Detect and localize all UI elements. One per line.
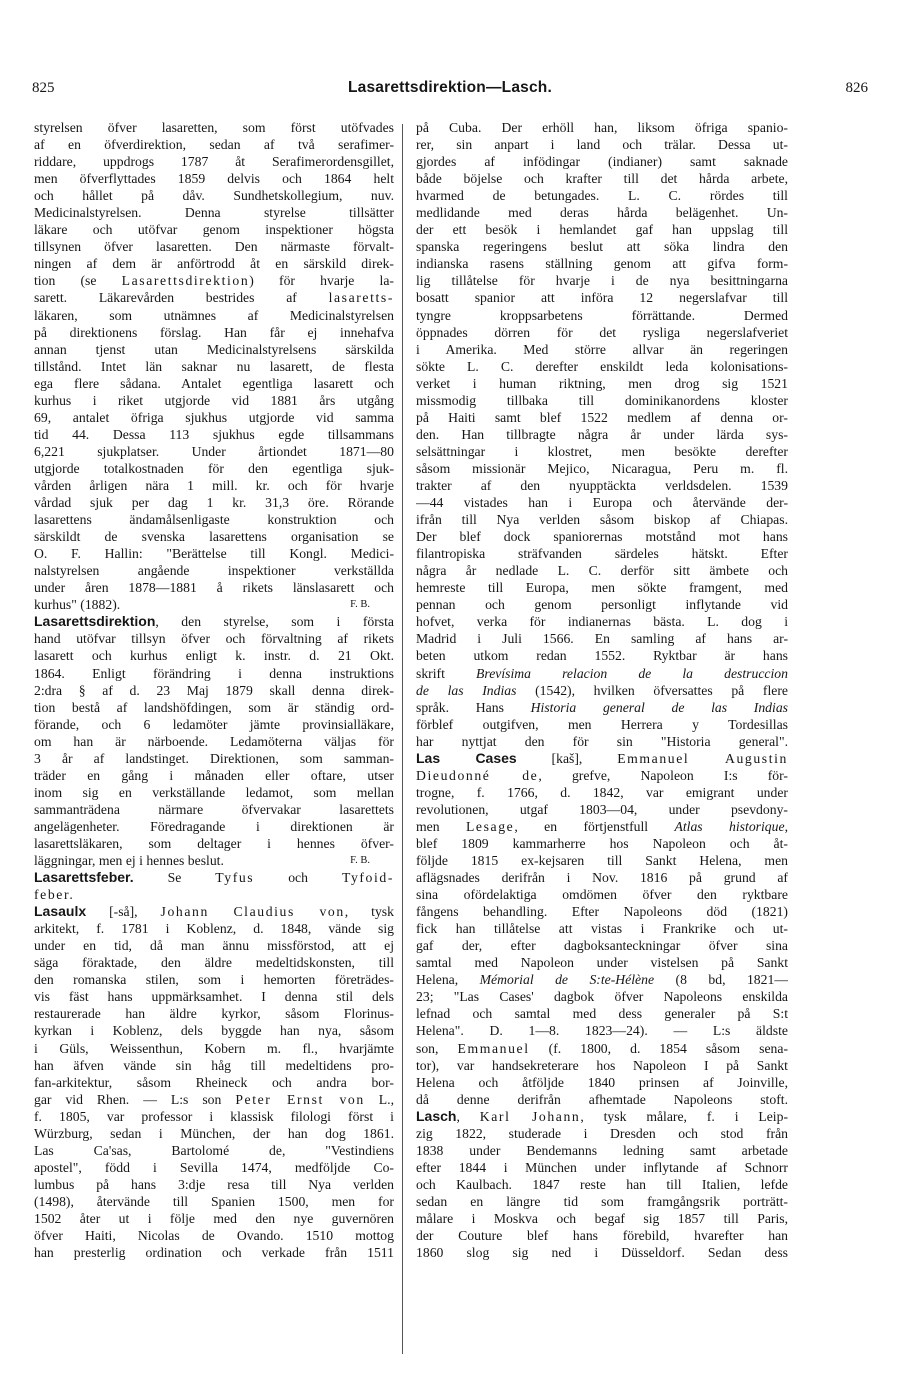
right-column-line: då denne derifrån afhemtade Napoleons stoft.	[416, 1091, 788, 1107]
right-column-line: selsättningar i klostret, men besökte derefter	[416, 443, 788, 459]
right-column-line: har nyttjat den för sin "Historia general".	[416, 733, 788, 749]
right-column-line: på Haiti samt blef 1522 medlem af denna or-	[416, 409, 788, 425]
left-column-line: säga föraktade, den äldre medeltidskonsten, till	[34, 955, 394, 971]
right-column-line: tor), var handsekreterare hos Napoleon I på Sankt	[416, 1057, 788, 1073]
right-column-line: der Couture blef hans förebild, hvarefter han	[416, 1228, 788, 1244]
right-column-line: sökte L. C. derefter enskildt leda kolonisations-	[416, 358, 788, 374]
right-column-line: några år nedlade L. C. derför sitt ämbete och	[416, 563, 788, 579]
right-column-line: Dieudonné de, grefve, Napoleon I:s för-	[416, 767, 788, 783]
right-column-line: Helena och åtföljde 1840 prinsen af Joinville,	[416, 1074, 788, 1090]
left-column-line: vårdad sjuk per dag 1 kr. 31,3 öre. Rörande	[34, 495, 394, 511]
author-signature: F. B.	[350, 855, 370, 867]
left-column-line: styrelsen öfver lasaretten, som först utöfvades	[34, 120, 394, 135]
left-column-line: lumbus på hans 3:dje resa till Nya verlden	[34, 1176, 394, 1192]
right-column-line: der ett besök i hemlandet gaf han uppslag till	[416, 222, 788, 238]
left-text-column	[34, 119, 394, 1261]
right-column-line: de las Indias (1542), hvilken öfversattes på flere	[416, 682, 788, 698]
left-column-line: lasarettsläkaren, som deltager i hennes öfver-	[34, 835, 394, 851]
left-column-line: nalstyrelsen angående inspektioner verkställda	[34, 563, 394, 579]
column-divider	[402, 124, 403, 1354]
right-column-line: Lasch, Karl Johann, tysk målare, f. i Leip-	[416, 1107, 788, 1124]
right-column-line: på Cuba. Der erhöll han, liksom öfriga spanio-	[416, 120, 788, 135]
left-column-line: tion (se Lasarettsdirektion) för hvarje la-	[34, 273, 394, 289]
right-column-line: förblef outgifven, men Herrera y Tordesillas	[416, 716, 788, 732]
right-column-line: sedan en längre tid som framgångsrik porträtt-	[416, 1193, 788, 1209]
left-column-line: Lasarettsfeber. Se Tyfus och Tyfoid-	[34, 869, 394, 886]
right-column-line: —44 vistades han i Europa och återvände der-	[416, 495, 788, 511]
right-column-line: tyngre kroppsarbetens förrättande. Dermed	[416, 307, 788, 323]
right-column-line: Madrid i Juli 1566. En samling af hans ar-	[416, 631, 788, 647]
right-column-line: rer, sin anpart i land och trälar. Dessa ut-	[416, 137, 788, 153]
left-column-line: under åren 1878—1881 å rikets länslasarett och	[34, 580, 394, 596]
right-column-line: pennan och genom personligt inflytande vid	[416, 597, 788, 613]
left-column-line: Las Ca'sas, Bartolomé de, "Vestindiens	[34, 1142, 394, 1158]
left-column-line: 6,221 sjukplatser. Under årtiondet 1871—80	[34, 443, 394, 459]
right-column-line: gjordes af infödingar (indianer) samt saknade	[416, 154, 788, 170]
left-column-line: om han är närboende. Ledamöterna väljas för	[34, 733, 394, 749]
right-column-line: indianska rasens ställning genom att gifva form-	[416, 256, 788, 272]
left-column-line: förande, och 6 ledamöter jämte provinsialläkare,	[34, 716, 394, 732]
left-column-line: riddare, uppdrogs 1787 åt Serafimerordensgillet,	[34, 154, 394, 170]
right-column-line: trakter af den nyupptäckta verldsdelen. 1539	[416, 477, 788, 493]
left-column-line: 3 år af landstinget. Direktionen, som samman-	[34, 750, 394, 766]
right-column-line: lig tillåtelse för hvarje i de nya besittningarna	[416, 273, 788, 289]
author-signature: F. B.	[350, 599, 370, 611]
right-column-line: bosatt spanior att införa 12 negerslafvar till	[416, 290, 788, 306]
right-column-line: trogne, f. 1766, d. 1842, var emigrant under	[416, 784, 788, 800]
right-column-line: fångens behandling. Efter Napoleons död (1821)	[416, 904, 788, 920]
left-column-line: kurhus" (1882). F. B.	[34, 596, 394, 613]
left-column-line: läkaren, som utnämnes af Medicinalstyrelsen	[34, 307, 394, 323]
right-column-line: gaf der, efter dagboksanteckningar öfver sina	[416, 938, 788, 954]
left-column-line: sarett. Läkarevården bestrides af lasaretts-	[34, 290, 394, 306]
right-column-line: lefnad och samtal med dess generaler på S:t	[416, 1006, 788, 1022]
left-column-line: tion bestå af landshöfdingen, som är ständig ord-	[34, 699, 394, 715]
left-column-line: sammanträdena närmare öfvervakar lasarettets	[34, 801, 394, 817]
right-text-column	[416, 119, 788, 1261]
right-column-line: öppnades dörren för det rysliga negerslafveriet	[416, 324, 788, 340]
left-column-line: tillstånd. Intet län saknar nu lasarett, de flesta	[34, 358, 394, 374]
right-column-line: Der blef dock spaniorernas motstånd mot hans	[416, 529, 788, 545]
right-column-line: hvarmed de betungades. L. C. rördes till	[416, 188, 788, 204]
left-column-line: men öfverflyttades 1859 delvis och 1864 helt	[34, 171, 394, 187]
right-column-line: och Kaulbach. 1847 reste han till Italien, lefde	[416, 1176, 788, 1192]
left-column-line: arkitekt, f. 1781 i Koblenz, d. 1848, vände sig	[34, 921, 394, 937]
page-number-left: 825	[32, 80, 55, 96]
right-column-line: verket i human riktning, men drog sig 1521	[416, 375, 788, 391]
left-column-line: under en tid, då man ännu missförstod, att ej	[34, 938, 394, 954]
page-number-right: 826	[845, 80, 868, 96]
right-column-line: spanska regeringens beslut att söka lindra den	[416, 239, 788, 255]
right-column-line: son, Emmanuel (f. 1800, d. 1854 såsom sena-	[416, 1040, 788, 1056]
right-column-line: aflägsnades derifrån i Nov. 1816 på grund af	[416, 870, 788, 886]
left-column-line: ega flere sådana. Antalet egentliga lasarett och	[34, 375, 394, 391]
left-column-line: af en öfverdirektion, sedan af två serafimer-	[34, 137, 394, 153]
left-column-line: han äfven vände sin håg till medeltidens pro-	[34, 1057, 394, 1073]
running-header	[32, 80, 868, 102]
right-column-line: hemreste till Europa, men sökte framgent, med	[416, 580, 788, 596]
right-column-line: både böjelse och krafter till det hårda arbete,	[416, 171, 788, 187]
left-column-line: utgjorde totalkostnaden för den egentliga sjuk-	[34, 460, 394, 476]
right-column-line: sina ofördelaktiga omdömen öfver den ryktbare	[416, 887, 788, 903]
left-column-line: 1502 åter ut i följe med den nye guvernören	[34, 1211, 394, 1226]
left-column-line: fan-arkitektur, såsom Rheineck och andra bor-	[34, 1074, 394, 1090]
right-column-line: skrift Brevísima relacion de la destruccion	[416, 665, 788, 681]
left-column-line: restaurerade han äldre kyrkor, såsom Florinus-	[34, 1006, 394, 1022]
right-column-line: medlidande med deras hårda belägenhet. Un-	[416, 205, 788, 221]
left-column-line: inom sig en verkställande ledamot, som mellan	[34, 784, 394, 800]
left-column-line: feber.	[34, 887, 75, 903]
right-column-line: 1860 slog sig ned i Düsseldorf. Sedan dess	[416, 1245, 788, 1261]
right-column-line: filantropiska sträfvanden särdeles hätskt. Efter	[416, 546, 788, 562]
left-column-line: hand utöfvar tillsyn öfver och förvaltning af rikets	[34, 631, 394, 647]
right-column-line: men Lesage, en förtjenstfull Atlas historique,	[416, 818, 788, 834]
left-column-line: i Güls, Weissenthun, Kobern m. fl., hvarjämte	[34, 1040, 394, 1056]
right-column-line: Las Cases [kaš], Emmanuel Augustin	[416, 749, 788, 766]
left-column-line: (1498), återvände till Spanien 1500, men for	[34, 1193, 394, 1209]
left-column-line: träder en gång i månaden eller oftare, utser	[34, 767, 394, 783]
right-column-line: 23; "Las Cases' dagbok öfver Napoleons enskilda	[416, 989, 788, 1005]
left-column-line: gar vid Rhen. — L:s son Peter Ernst von L.,	[34, 1091, 394, 1107]
right-column-line: målare i Moskva och begaf sig 1857 till Paris,	[416, 1211, 788, 1226]
left-column-line: Medicinalstyrelsen. Denna styrelse tillsätter	[34, 205, 394, 221]
left-column-line: Lasaulx [-så], Johann Claudius von, tysk	[34, 903, 394, 920]
left-column-line: Lasarettsdirektion, den styrelse, som i första	[34, 613, 394, 630]
right-column-line: Helena". D. 1—8. 1823—24). — L:s äldste	[416, 1023, 788, 1039]
left-column-line: 1864. Enligt förändring i denna instruktions	[34, 665, 394, 681]
left-column-line: och hållet på dåv. Sundhetskollegium, nuv.	[34, 188, 394, 204]
left-column-line: angelägenheter. Föredragande i direktionen är	[34, 818, 394, 834]
running-title: Lasarettsdirektion—Lasch.	[348, 79, 552, 96]
left-column-line: O. F. Hallin: "Berättelse till Kongl. Medici-	[34, 546, 394, 562]
left-column-line: f. 1805, var professor i klassisk filologi först i	[34, 1108, 394, 1124]
left-column-line: kyrkan i Koblenz, dels byggde han nya, såsom	[34, 1023, 394, 1039]
left-column-line: vis fäst hans uppmärksamhet. I denna stil dels	[34, 989, 394, 1005]
left-column-line: på direktionens förslag. Han får ej innehafva	[34, 324, 394, 340]
left-column-line: öfver Haiti, Nicolas de Ovando. 1510 mottog	[34, 1228, 394, 1244]
right-column-line: beten utkom redan 1552. Ryktbar är hans	[416, 648, 788, 664]
right-column-line: fick han tillåtelse att vistas i Frankrike och ut-	[416, 921, 788, 937]
right-column-line: blef 1809 kammarherre hos Napoleon och åt-	[416, 835, 788, 851]
left-column-line: tillsynen öfver lasaretten. Den närmaste förvalt-	[34, 239, 394, 255]
left-column-line: särskildt de svenska lasarettens organisation se	[34, 529, 394, 545]
right-column-line: följde 1815 ex-kejsaren till Sankt Helena, men	[416, 853, 788, 869]
right-column-line: hofvet, verka för indianernas bästa. L. dog i	[416, 614, 788, 630]
right-column-line: såsom missionär Mejico, Nicaragua, Peru m. fl.	[416, 460, 788, 476]
left-column-line: annan tjenst utan Medicinalstyrelsens särskilda	[34, 341, 394, 357]
right-column-line: språk. Hans Historia general de las Indias	[416, 699, 788, 715]
left-column-line: läkare och utöfvar genom inspektioner högsta	[34, 222, 394, 238]
right-column-line: den. Han tillbragte några år under lärda sys-	[416, 426, 788, 442]
left-column-line: vården årligen nära 1 mill. kr. och för hvarje	[34, 477, 394, 493]
left-column-line: han presterlig ordination och verkade från 1511	[34, 1245, 394, 1261]
left-column-line: apostel", född i Sevilla 1474, medföljde Co-	[34, 1159, 394, 1175]
right-column-line: ifrån till Nya verlden såsom biskop af Chiapas.	[416, 512, 788, 528]
right-column-line: i Amerika. Med större allvar än regeringen	[416, 341, 788, 357]
left-column-line: lasarettens ändamålsenligaste konstruktion och	[34, 512, 394, 528]
right-column-line: efter 1844 i München under inflytande af Schnorr	[416, 1159, 788, 1175]
right-column-line: zig 1822, studerade i Dresden och stod från	[416, 1125, 788, 1141]
right-column-line: 1838 under Bendemanns ledning samt arbetade	[416, 1142, 788, 1158]
left-column-line: Würzburg, sedan i München, der han dog 1861.	[34, 1125, 394, 1141]
right-column-line: Helena, Mémorial de S:te-Hélène (8 bd, 1821—	[416, 972, 788, 988]
left-column-line: kurhus i riket utgjorde vid 1881 års utgång	[34, 392, 394, 408]
right-column-line: revolutionen, utgaf 1803—04, under psevdony-	[416, 801, 788, 817]
right-column-line: missmodig tillbaka till dominikanordens kloster	[416, 392, 788, 408]
left-column-line: läggningar, men ej i hennes beslut. F. B.	[34, 852, 394, 869]
left-column-line: 2:dra § af d. 23 Maj 1879 skall denna direk-	[34, 682, 394, 698]
left-column-line: ningen af dem är anförtrodd åt en särskild direk-	[34, 256, 394, 272]
left-column-line: tid 44. Dessa 113 sjukhus egde tillsammans	[34, 426, 394, 442]
right-column-line: samtal med Napoleon under vistelsen på Sankt	[416, 955, 788, 971]
left-column-line: 69, antalet öfriga sjukhus utgjorde vid samma	[34, 409, 394, 425]
left-column-line: lasarett och kurhus enligt k. instr. d. 21 Okt.	[34, 648, 394, 664]
left-column-line: den romanska stilen, som i hemorten företrädes-	[34, 972, 394, 988]
